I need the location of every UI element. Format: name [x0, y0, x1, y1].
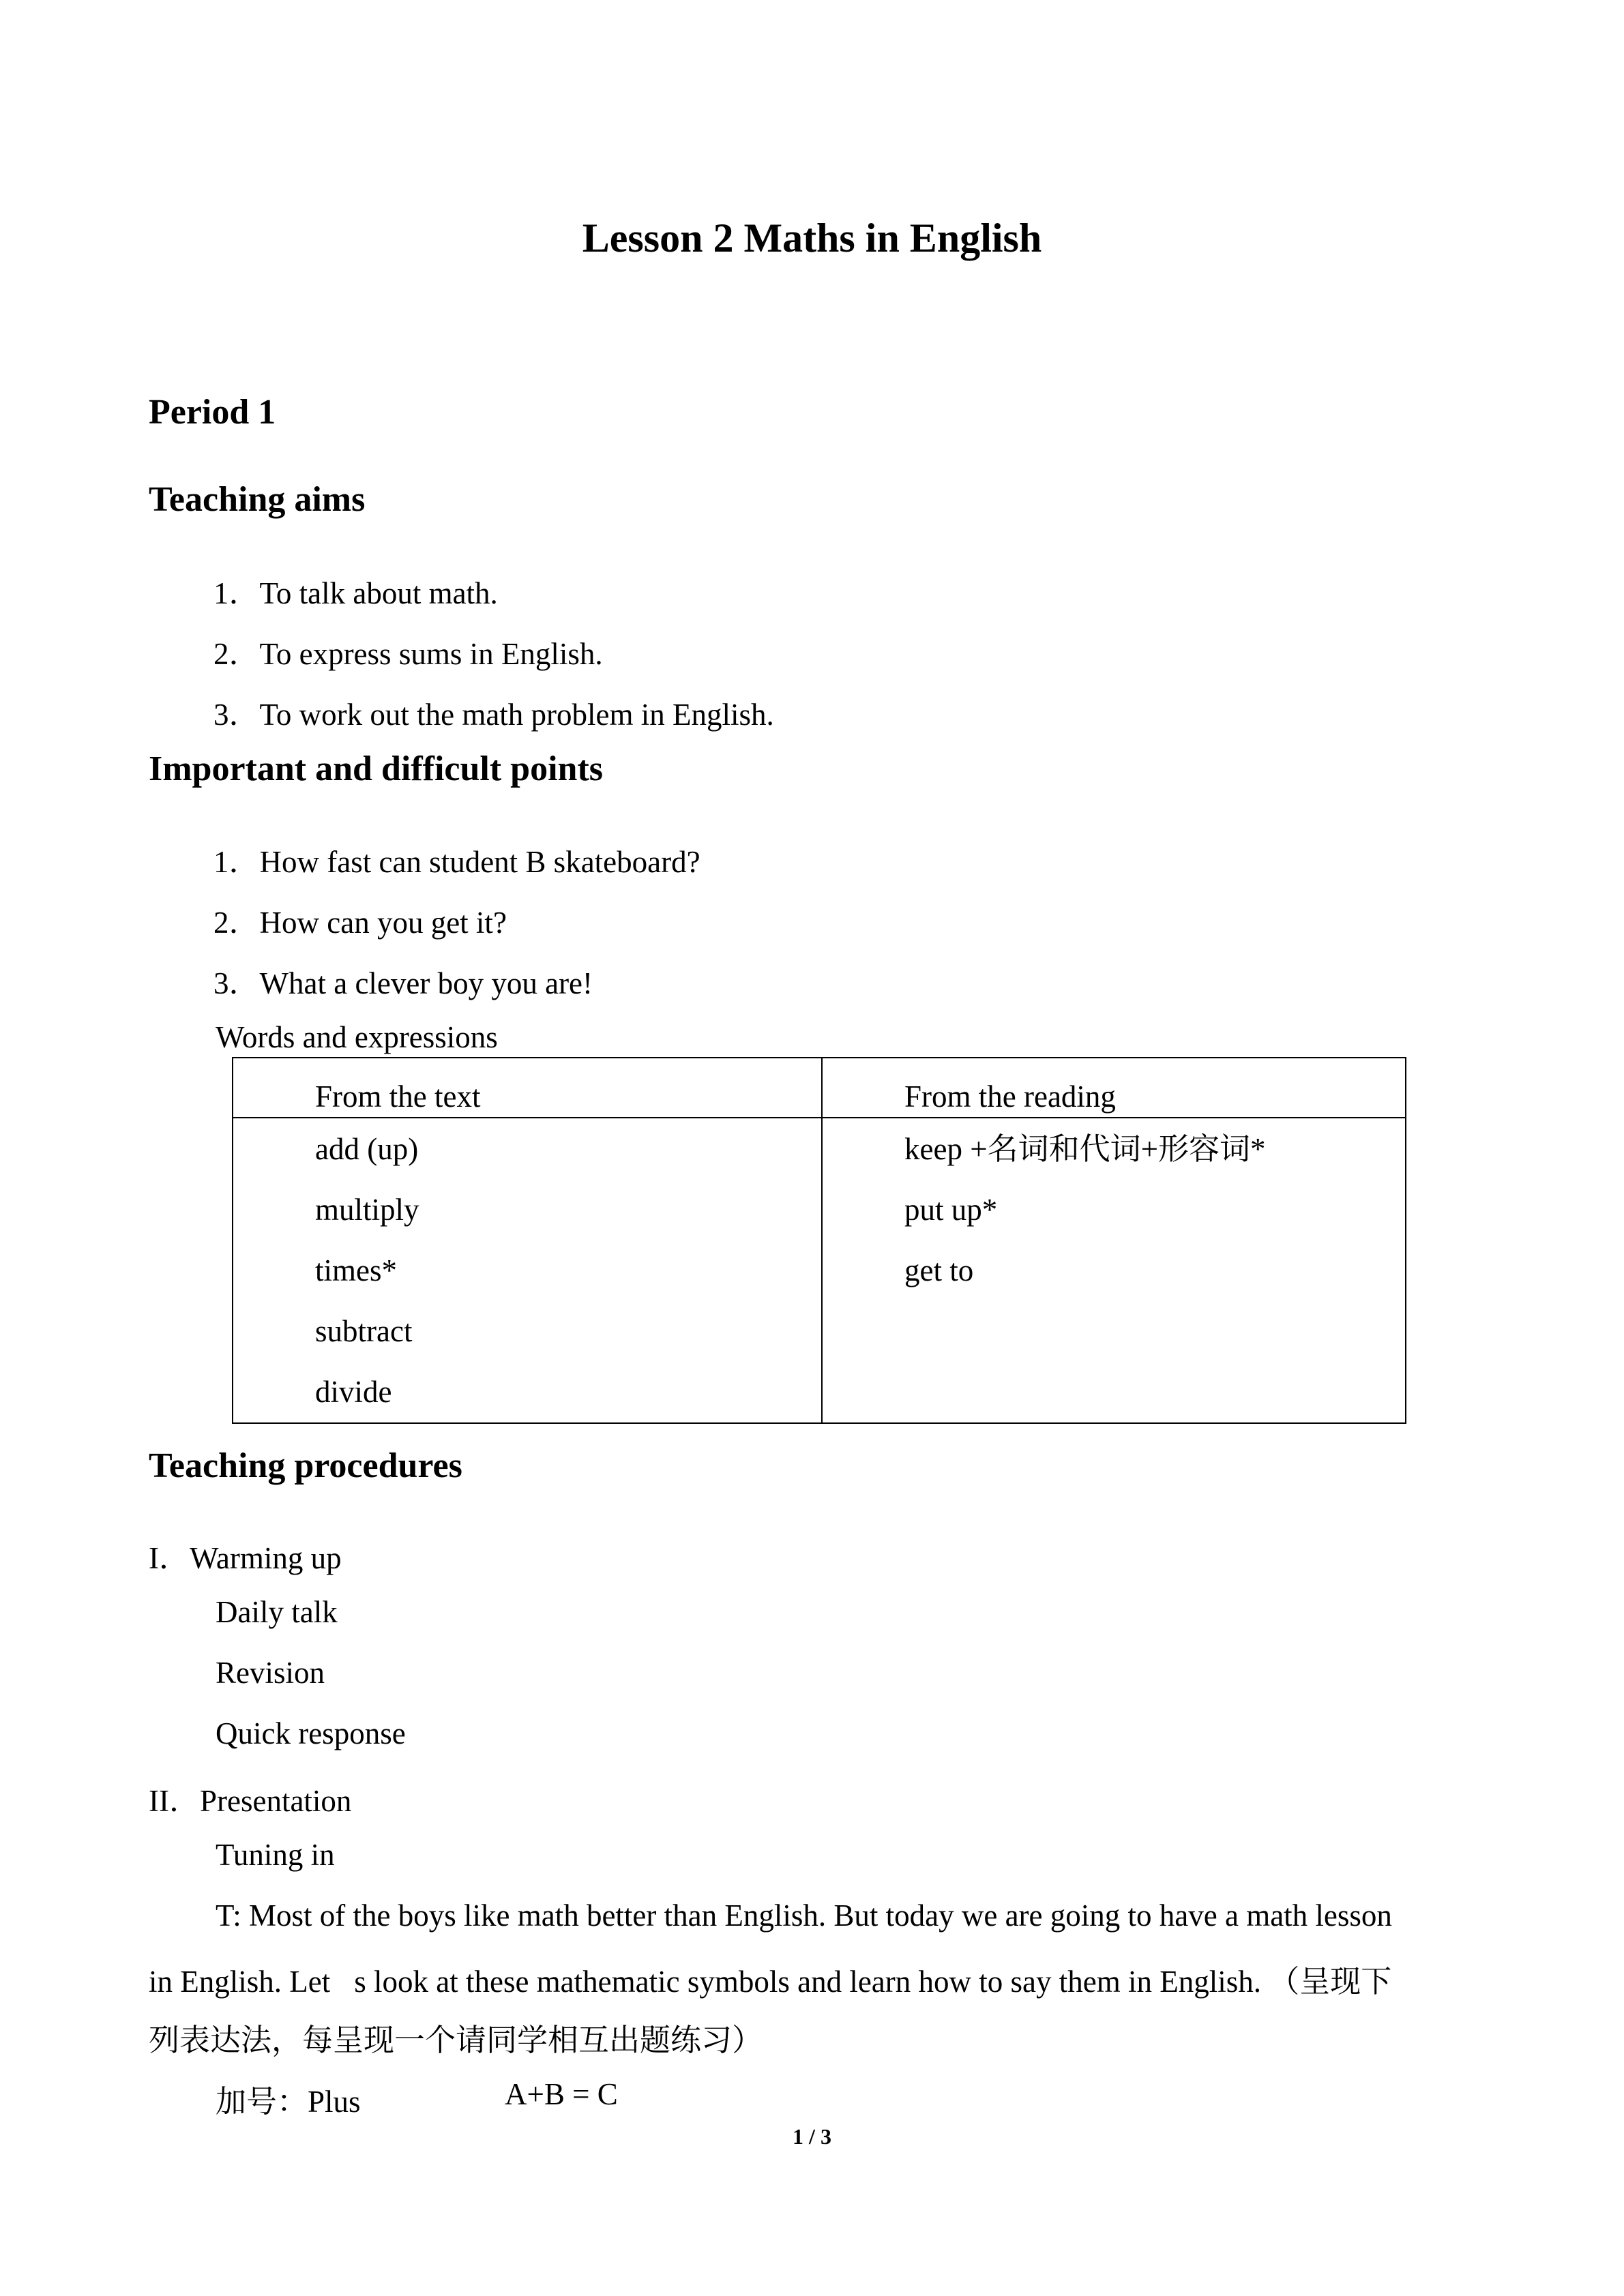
section-2-item-1: Tuning in	[216, 1838, 335, 1872]
aim-item-3	[213, 689, 774, 734]
list-item: multiply	[315, 1193, 419, 1227]
section-1-label: Warming up	[190, 1541, 342, 1575]
list-item: times*	[315, 1253, 397, 1287]
words-table-header-col2	[822, 1058, 1406, 1118]
words-label: Words and expressions	[216, 1020, 498, 1054]
section-2-number: II．	[149, 1784, 200, 1818]
aim-item-2	[213, 629, 603, 673]
paragraph-line-3: 列表达法，每呈现一个请同学相互出题练习）	[149, 2023, 763, 2057]
page-number: 1 / 3	[793, 2124, 831, 2149]
section-2-label: Presentation	[199, 1784, 352, 1818]
words-table	[232, 1057, 1406, 1424]
words-table-header-col1	[233, 1058, 822, 1118]
list-item: add (up)	[315, 1132, 419, 1166]
point-item-1-text: How fast can student B skateboard?	[259, 845, 700, 879]
paragraph-line-1: T: Most of the boys like math better than English. But today we are going to have a math lesson	[216, 1898, 1392, 1933]
words-table-col2	[822, 1118, 1406, 1423]
aim-item-1	[213, 568, 498, 612]
section-1-heading	[149, 1533, 342, 1577]
important-points-heading: Important and difficult points	[149, 749, 603, 788]
point-item-3	[213, 958, 593, 1002]
list-item: keep +名词和代词+形容词*	[904, 1132, 1266, 1166]
list-item: get to	[904, 1253, 974, 1287]
section-1-number: I．	[149, 1541, 190, 1575]
aim-item-3-number: 3．	[213, 698, 260, 732]
section-1-item-3: Quick response	[216, 1716, 406, 1750]
paragraph-line-2: in English. Let s look at these mathematic symbols and learn how to say them in English. （呈现下	[149, 1965, 1392, 1999]
words-table-header-row	[233, 1058, 1406, 1118]
section-2-heading	[149, 1776, 351, 1820]
point-item-2-number: 2．	[213, 906, 260, 940]
period-heading: Period 1	[149, 393, 276, 432]
page-title: Lesson 2 Maths in English	[582, 215, 1042, 260]
point-item-2	[213, 897, 507, 942]
aim-item-3-text: To work out the math problem in English.	[259, 698, 774, 732]
plus-formula: A+B = C	[505, 2077, 618, 2111]
words-table-body-row	[233, 1118, 1406, 1423]
aim-item-2-number: 2．	[213, 637, 260, 671]
point-item-1-number: 1．	[213, 845, 260, 879]
plus-label: 加号：Plus	[216, 2085, 361, 2119]
words-table-col1	[233, 1118, 822, 1423]
list-item: put up*	[904, 1193, 998, 1227]
list-item: divide	[315, 1375, 392, 1409]
point-item-3-number: 3．	[213, 966, 260, 1000]
point-item-2-text: How can you get it?	[259, 906, 507, 940]
section-1-item-2: Revision	[216, 1656, 325, 1690]
aim-item-1-text: To talk about math.	[259, 576, 498, 610]
col1-header-text: From the text	[315, 1079, 481, 1114]
point-item-1	[213, 837, 700, 881]
point-item-3-text: What a clever boy you are!	[259, 966, 593, 1000]
aim-item-1-number: 1．	[213, 576, 260, 610]
teaching-procedures-heading: Teaching procedures	[149, 1446, 462, 1485]
list-item: subtract	[315, 1314, 413, 1348]
col2-header-text: From the reading	[904, 1079, 1116, 1114]
aim-item-2-text: To express sums in English.	[259, 637, 603, 671]
teaching-aims-heading: Teaching aims	[149, 480, 366, 519]
section-1-item-1: Daily talk	[216, 1595, 338, 1629]
